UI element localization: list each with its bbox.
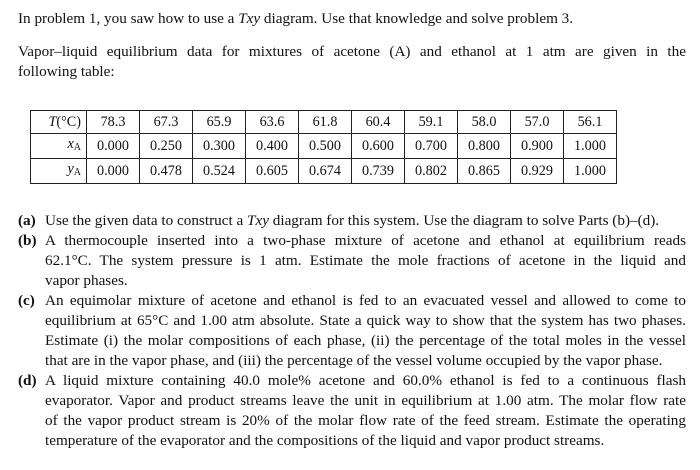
liquid-fraction-cell: 0.700	[405, 134, 458, 159]
vapor-fraction-cell: 0.739	[352, 159, 405, 184]
liquid-fraction-cell: 0.600	[352, 134, 405, 159]
liquid-fraction-cell: 1.000	[564, 134, 617, 159]
temperature-cell: 63.6	[246, 111, 299, 134]
vapor-fraction-cell: 0.000	[87, 159, 140, 184]
part-b-line: vapor phases.	[45, 272, 128, 289]
liquid-fraction-cell: 0.800	[458, 134, 511, 159]
vapor-fraction-row	[31, 159, 617, 184]
part-a-label: (a)	[18, 212, 36, 229]
temperature-cell: 58.0	[458, 111, 511, 134]
vapor-fraction-header: $y_A$	[31, 159, 87, 184]
description-line-1: Vapor–liquid equilibrium data for mixtures of acetone (A) and ethanol at 1 atm are given in the	[18, 43, 686, 60]
vapor-fraction-cell: 0.605	[246, 159, 299, 184]
temperature-header: T(°C)	[31, 111, 87, 134]
part-b-label: (b)	[18, 232, 37, 249]
part-a	[18, 211, 686, 231]
temperature-cell: 61.8	[299, 111, 352, 134]
part-c-line: Estimate (i) the molar compositions of each phase, (ii) the percentage of the total moles in the vessel	[45, 332, 686, 349]
temperature-cell: 56.1	[564, 111, 617, 134]
part-b	[18, 231, 686, 291]
vapor-fraction-cell: 0.865	[458, 159, 511, 184]
intro-diagram-name: Txy	[238, 10, 261, 27]
vapor-fraction-cell: 0.802	[405, 159, 458, 184]
vapor-fraction-cell: 0.478	[140, 159, 193, 184]
liquid-fraction-header: $x_A$	[31, 134, 87, 159]
intro-suffix: diagram. Use that knowledge and solve problem 3.	[260, 10, 574, 27]
liquid-fraction-row	[31, 134, 617, 159]
liquid-fraction-cell: 0.300	[193, 134, 246, 159]
temperature-cell: 67.3	[140, 111, 193, 134]
intro-text	[18, 9, 686, 29]
part-c-line: equilibrium at 65°C and 1.00 atm absolute. State a quick way to show that the system has two phases.	[45, 312, 686, 329]
vapor-fraction-cell: 0.929	[511, 159, 564, 184]
part-d	[18, 371, 686, 451]
part-c-line: that are in the vapor phase, and (iii) the percentage of the vessel volume occupied by the vapor phase.	[45, 352, 663, 369]
temperature-cell: 65.9	[193, 111, 246, 134]
description-line-2: following table:	[18, 63, 115, 80]
problem-description	[18, 42, 686, 82]
liquid-fraction-cell: 0.000	[87, 134, 140, 159]
vle-data-table	[30, 110, 617, 184]
problem-parts	[18, 211, 686, 451]
part-c-line: An equimolar mixture of acetone and ethanol is fed to an evacuated vessel and allowed to come to	[45, 292, 686, 309]
liquid-fraction-cell: 0.500	[299, 134, 352, 159]
part-a-line: Use the given data to construct a Txy diagram for this system. Use the diagram to solve Parts (b)–(d).	[45, 212, 660, 229]
part-d-line: of the vapor product stream is 20% of the molar flow rate of the feed stream. Estimate the operating	[45, 412, 686, 429]
part-d-line: evaporator. Vapor and product streams leave the unit in equilibrium at 1.00 atm. The molar flow rate	[45, 392, 686, 409]
vapor-fraction-cell: 0.524	[193, 159, 246, 184]
liquid-fraction-cell: 0.250	[140, 134, 193, 159]
temperature-cell: 78.3	[87, 111, 140, 134]
part-b-line: 62.1°C. The system pressure is 1 atm. Estimate the mole fractions of acetone in the liquid and	[45, 252, 686, 269]
temperature-cell: 57.0	[511, 111, 564, 134]
part-c	[18, 291, 686, 371]
part-d-line: A liquid mixture containing 40.0 mole% acetone and 60.0% ethanol is fed to a continuous flash	[45, 372, 686, 389]
liquid-fraction-cell: 0.400	[246, 134, 299, 159]
part-b-line: A thermocouple inserted into a two-phase mixture of acetone and ethanol at equilibrium reads	[45, 232, 686, 249]
vapor-fraction-cell: 1.000	[564, 159, 617, 184]
part-d-line: temperature of the evaporator and the compositions of the liquid and vapor product streams.	[45, 432, 605, 449]
vapor-fraction-cell: 0.674	[299, 159, 352, 184]
intro-prefix: In problem 1, you saw how to use a	[18, 10, 239, 27]
temperature-cell: 60.4	[352, 111, 405, 134]
part-c-label: (c)	[18, 292, 35, 309]
temperature-row	[31, 111, 617, 134]
liquid-fraction-cell: 0.900	[511, 134, 564, 159]
temperature-cell: 59.1	[405, 111, 458, 134]
part-d-label: (d)	[18, 372, 37, 389]
